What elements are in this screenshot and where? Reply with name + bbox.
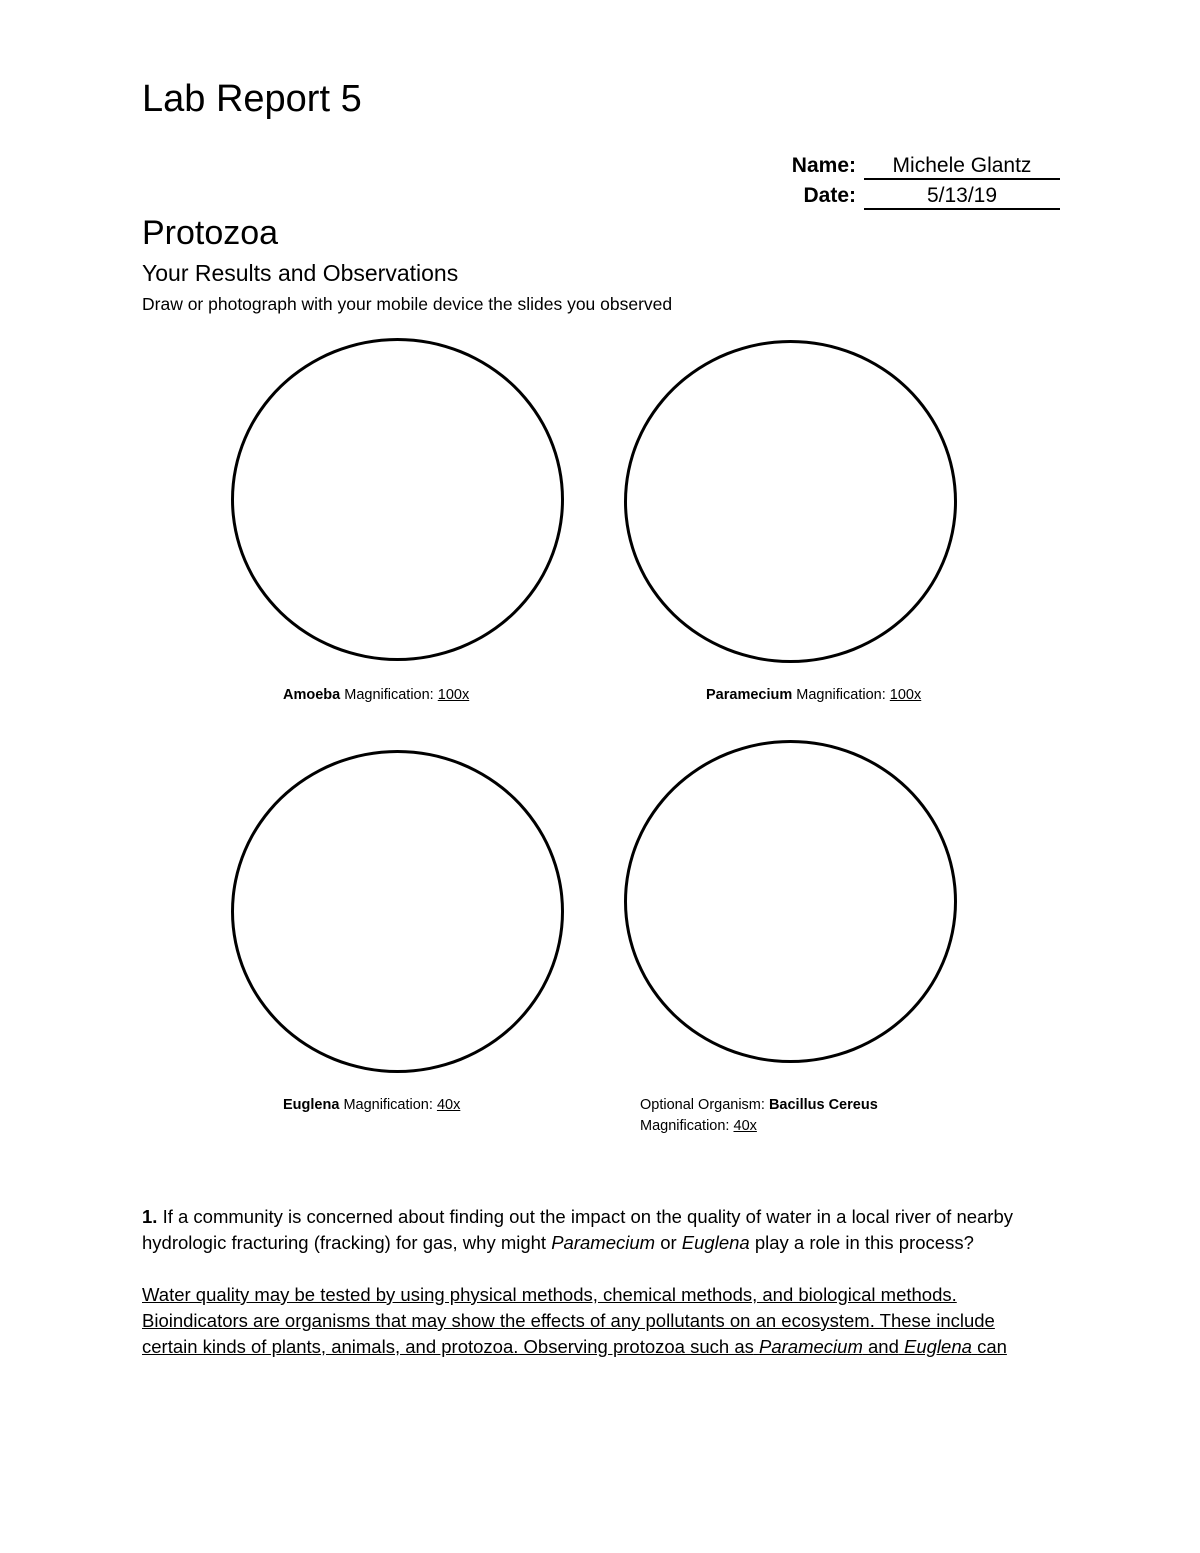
magnification-value: 40x (436, 1097, 461, 1113)
date-row (803, 184, 1060, 210)
caption-optional-magnification (640, 1118, 757, 1134)
subsection-title: Your Results and Observations (142, 260, 459, 286)
organism-name: Bacillus Cereus (768, 1097, 878, 1113)
question-1 (142, 1204, 1062, 1256)
caption-amoeba (283, 687, 469, 703)
name-value: Michele Glantz (864, 154, 1060, 180)
slide-circle-paramecium (624, 340, 957, 663)
answer-line-3 (142, 1334, 1082, 1360)
organism-name: Euglena (283, 1097, 340, 1113)
question-text-b: or (660, 1232, 677, 1253)
magnification-label: Magnification: (343, 1097, 433, 1113)
answer-line-3-italic-1: Paramecium (759, 1336, 863, 1357)
caption-paramecium (706, 687, 921, 703)
page-title: Lab Report 5 (142, 78, 362, 120)
optional-prefix: Optional Organism: (640, 1097, 765, 1113)
section-title: Protozoa (142, 214, 279, 252)
magnification-label: Magnification: (796, 687, 886, 703)
slide-circle-amoeba (231, 338, 564, 661)
answer-line-3-c: can (977, 1336, 1007, 1357)
answer-line-2: Bioindicators are organisms that may show the effects of any pollutants on an ecosystem. These include (142, 1310, 995, 1331)
caption-optional (640, 1097, 878, 1113)
name-row (792, 154, 1060, 180)
name-label: Name: (791, 154, 856, 177)
question-number: 1. (142, 1206, 158, 1227)
question-italic-a: Paramecium (551, 1232, 656, 1253)
answer-1 (142, 1282, 1082, 1360)
magnification-label: Magnification: (640, 1118, 730, 1134)
magnification-label: Magnification: (344, 687, 434, 703)
question-italic-b: Euglena (681, 1232, 750, 1253)
organism-name: Paramecium (706, 687, 793, 703)
answer-line-3-a: certain kinds of plants, animals, and protozoa. Observing protozoa such as (142, 1336, 754, 1357)
question-text-c: play a role in this process? (754, 1232, 974, 1253)
slide-circle-euglena (231, 750, 564, 1073)
magnification-value: 40x (733, 1118, 757, 1134)
caption-euglena (283, 1097, 460, 1113)
instruction-text: Draw or photograph with your mobile device the slides you observed (142, 294, 673, 314)
magnification-value: 100x (889, 687, 922, 703)
slide-circle-optional (624, 740, 957, 1063)
answer-line-3-italic-2: Euglena (904, 1336, 972, 1357)
question-text-a: If a community is concerned about finding out the impact on the quality of water in a local river of nearby hydrologic fracturing (fracking) for gas, why might (142, 1206, 1014, 1253)
magnification-value: 100x (437, 687, 470, 703)
answer-line-1: Water quality may be tested by using physical methods, chemical methods, and biological methods. (142, 1284, 957, 1305)
organism-name: Amoeba (283, 687, 341, 703)
date-label: Date: (803, 184, 856, 207)
date-value: 5/13/19 (864, 184, 1060, 210)
answer-line-3-b: and (868, 1336, 899, 1357)
